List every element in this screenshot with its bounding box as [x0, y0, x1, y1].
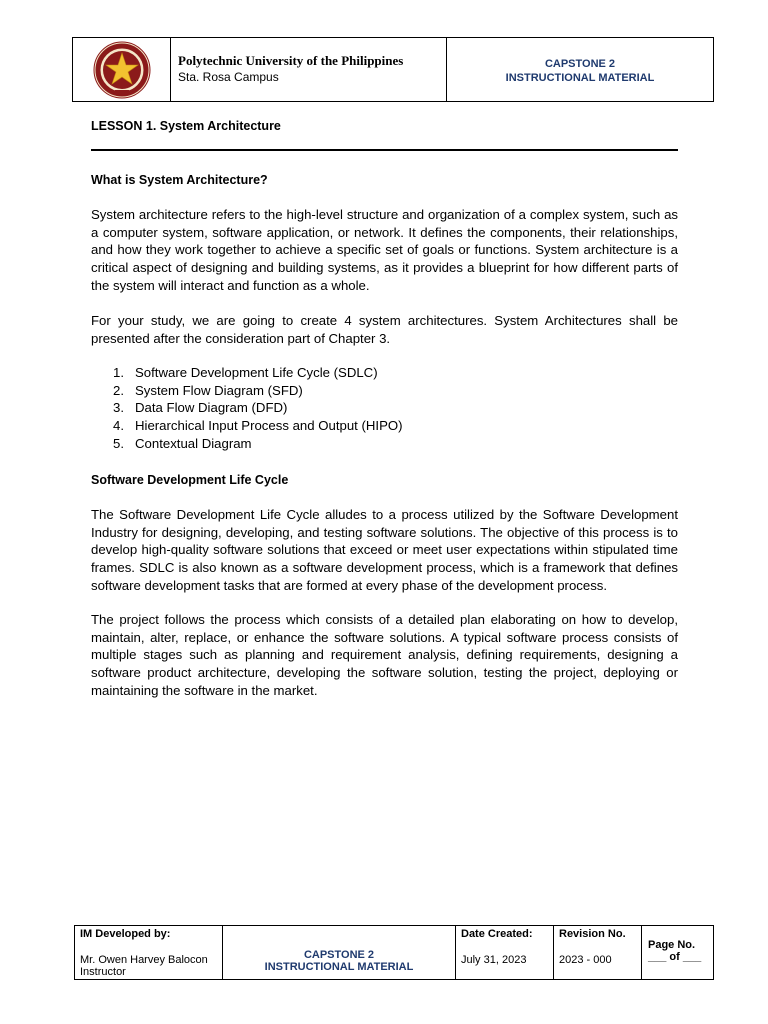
architecture-list [91, 364, 678, 453]
footer-developer-cell [75, 926, 223, 979]
footer-title-line1: CAPSTONE 2 [303, 948, 375, 961]
developer-name: Mr. Owen Harvey Balocon [80, 954, 208, 966]
list-item: 3. Data Flow Diagram (DFD) [113, 400, 288, 416]
logo-cell [73, 38, 171, 101]
section-heading-sdlc: Software Development Life Cycle [91, 473, 289, 487]
date-label: Date Created: [461, 928, 533, 940]
campus-name: Sta. Rosa Campus [178, 70, 279, 84]
developer-role: Instructor [80, 966, 126, 978]
university-name: Polytechnic University of the Philippines [178, 53, 404, 68]
list-item: 4. Hierarchical Input Process and Output (HIPO) [113, 418, 403, 434]
pup-seal-icon [93, 41, 151, 99]
lesson-title: LESSON 1. System Architecture [91, 119, 281, 133]
revision-value: 2023 - 000 [559, 954, 612, 966]
document-header [72, 37, 714, 102]
page-value: ___ of ___ [648, 951, 702, 963]
list-item: 5. Contextual Diagram [113, 435, 252, 451]
footer-revision-cell [554, 926, 642, 979]
paragraph-sdlc-1: The Software Development Life Cycle alludes to a process utilized by the Software Development Industry for designing, developing, and testing software solutions. The objective of this process is to develop high-quality software solutions that exceed or meet user expectations within stipulated time frames. SDLC is also known as a software development process, which is a framework that defines software development tasks that are formed at every phase of the development process. [91, 507, 678, 593]
section-heading-what: What is System Architecture? [91, 173, 268, 187]
header-title [447, 38, 713, 101]
date-value: July 31, 2023 [461, 954, 527, 966]
university-cell [171, 38, 447, 101]
document-footer [74, 925, 714, 980]
list-item: 1. Software Development Life Cycle (SDLC) [113, 365, 378, 380]
paragraph-sdlc-2: The project follows the process which consists of a detailed plan elaborating on how to develop, maintain, alter, replace, or enhance the software solutions. A typical software process consists of multiple stages such as planning and requirement analysis, defining requirements, designing a software product architecture, developing the software solution, testing the project, deploying or maintaining the software in the market. [91, 612, 678, 698]
revision-label: Revision No. [559, 928, 626, 940]
list-item: 2. System Flow Diagram (SFD) [113, 382, 303, 398]
paragraph-study: For your study, we are going to create 4 system architectures. System Architectures shall be presented after the consideration part of Chapter 3. [91, 313, 678, 346]
header-title-line2: INSTRUCTIONAL MATERIAL [505, 71, 655, 84]
developer-label: IM Developed by: [80, 928, 171, 940]
header-title-line1: CAPSTONE 2 [544, 57, 616, 70]
developer-info [80, 954, 208, 978]
title-divider [91, 149, 678, 151]
paragraph-what: System architecture refers to the high-level structure and organization of a complex system, such as a computer system, software application, or network. It defines the components, their relationships, and how they work together to achieve a specific set of goals or functions. System architecture is a critical aspect of designing and building systems, as it provides a blueprint for how different parts of the system will interact and function as a whole. [91, 207, 678, 293]
footer-title-cell [223, 926, 456, 979]
footer-page-cell [642, 926, 713, 979]
page-label: Page No. [648, 939, 696, 951]
footer-title-line2: INSTRUCTIONAL MATERIAL [264, 960, 414, 973]
footer-date-cell [456, 926, 554, 979]
